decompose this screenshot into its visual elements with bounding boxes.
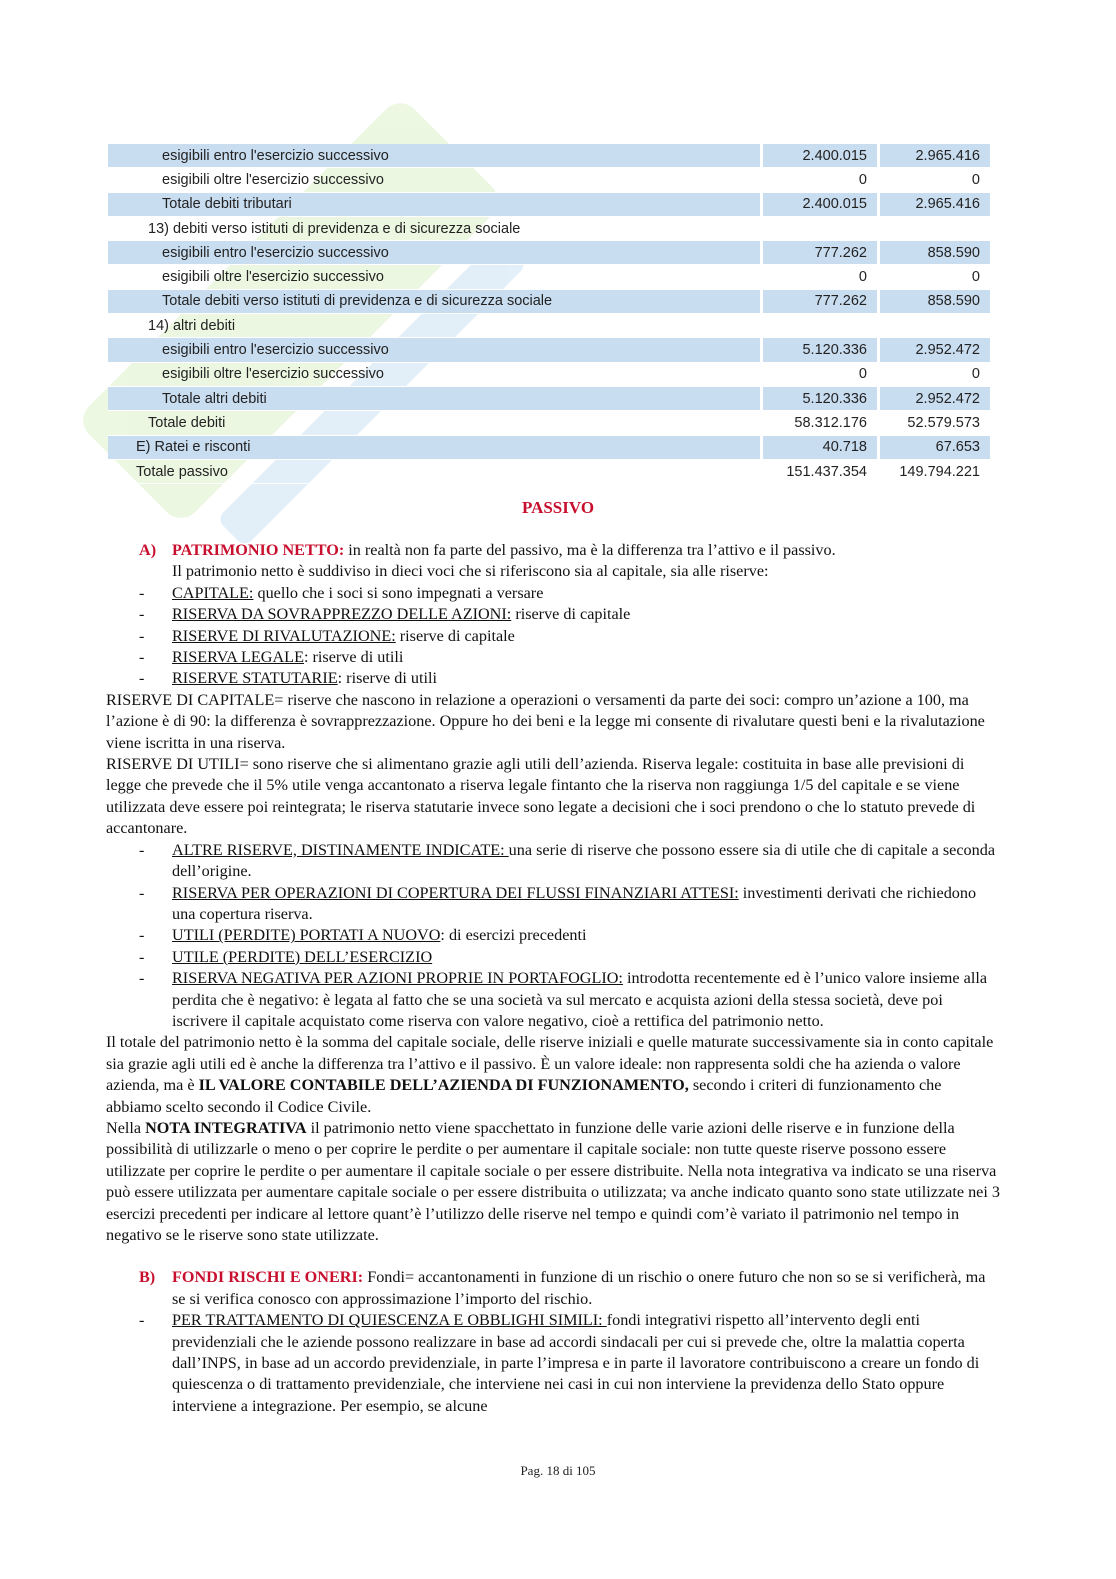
section-marker: A) [139,541,157,559]
page-number: Pag. 18 di 105 [520,1463,596,1478]
table-row [108,314,990,338]
list-item-term: ALTRE RISERVE, DISTINAMENTE INDICATE: [172,840,509,859]
section-text: in realtà non fa parte del passivo, ma è la differenza tra l’attivo e il passivo. [344,541,836,559]
section-title: PATRIMONIO NETTO: [172,541,345,559]
row-label: esigibili entro l'esercizio successivo [108,241,760,264]
row-label: esigibili oltre l'esercizio successivo [162,366,384,383]
paragraph: Il patrimonio netto è suddiviso in dieci voci che si riferiscono sia al capitale, sia alle riserve: [172,562,769,581]
row-label: esigibili entro l'esercizio successivo [108,338,760,361]
paragraph: RISERVE DI UTILI= sono riserve che si alimentano grazie agli utili dell’azienda. Riserva legale: costituita in base alle previsioni di legge che prevede che il 5% utile venga accantonato a riserva legale fintanto che la riserva non raggiunga 1/5 del capitale e se viene utilizzata deve essere poi reintegrata; le riserva statutarie invece sono legate a decisioni che i soci prendono o che lo statuto prevede di accantonare. [106,755,976,838]
section-title: FONDI RISCHI E ONERI: [172,1268,364,1287]
document-body [106,540,1001,1417]
list-item: - RISERVA NEGATIVA PER AZIONI PROPRIE IN PORTAFOGLIO: introdotta recentemente ed è l’unico valore insieme alla perdita che è negativo: è legata al fatto che se una società va sul mercato e acquista azioni della stessa società, deve poi iscrivere il capitale acquistato come riserva con valore negativo, cioè a rettifica del patrimonio netto. [139,969,987,1030]
section-heading: PASSIVO [521,498,595,517]
section-b [106,1267,1001,1310]
row-value-current: 0 [858,366,867,383]
table-row [108,338,990,362]
row-value-previous: 67.653 [880,436,990,459]
list-item-term: UTILE (PERDITE) DELL’ESERCIZIO [172,947,433,966]
financial-table [108,144,990,484]
section-text: Fondi= accantonamenti in funzione di un rischio o onere futuro che non so se si verificherà, ma se si verifica conosco con approssimazione l’importo del rischio. [172,1268,986,1308]
table-row [108,363,990,387]
row-value-previous: 2.965.416 [880,193,990,216]
list-item-text: : di esercizi precedenti [440,926,587,945]
list-item-term: RISERVA PER OPERAZIONI DI COPERTURA DEI FLUSSI FINANZIARI ATTESI: [172,883,739,902]
row-value-previous: 0 [971,171,980,188]
table-row [108,387,990,411]
row-label: 14) altri debiti [148,317,236,334]
row-value-previous: 858.590 [880,241,990,264]
list-item: - ALTRE RISERVE, DISTINAMENTE INDICATE: una serie di riserve che possono essere sia di utile che di capitale a seconda dell’origine. [139,840,996,881]
row-value-previous: 2.965.416 [880,144,990,167]
list-item-text: : riserve di utili [337,669,437,688]
table-row [108,217,990,241]
row-value-previous: 0 [971,269,980,286]
row-value-previous [880,314,990,337]
row-value-current: 151.437.354 [786,463,867,480]
table-row [108,193,990,217]
bold-phrase: IL VALORE CONTABILE DELL’AZIENDA DI FUNZIONAMENTO, [198,1076,689,1095]
paragraph: Nella NOTA INTEGRATIVA il patrimonio netto viene spacchettato in funzione delle varie azioni delle riserve e in funzione della possibilità di utilizzarle o meno o per coprire le perdite o per aumentare il capitale sociale: non tutte queste riserve possono essere utilizzate per coprire le perdite o per aumentare il capitale sociale o per essere distribuite. Nella nota integrativa va indicato se una riserva può essere utilizzata per aumentare capitale sociale o per essere distribuita o utilizzata; va anche indicato quanto sono state utilizzate nei 3 esercizi precedenti per indicare al lettore quant’è l’utilizzo delle riserve nel tempo e quindi com’è variato il patrimonio nel tempo in negativo se le riserve sono state utilizzate. [106,1118,1000,1244]
row-label: Totale debiti [148,414,226,431]
table-row [108,241,990,265]
table-row [108,168,990,192]
list-item-term: CAPITALE: [172,583,254,602]
row-value-current: 0 [858,171,867,188]
row-value-previous: 2.952.472 [880,338,990,361]
list-item-term: RISERVA LEGALE [172,648,304,667]
list-item: - RISERVA PER OPERAZIONI DI COPERTURA DEI FLUSSI FINANZIARI ATTESI: investimenti derivati che richiedono una copertura riserva. [139,883,977,923]
list-item: - RISERVA LEGALE: riserve di utili [139,648,404,667]
row-label: Totale debiti verso istituti di previdenza e di sicurezza sociale [108,290,760,313]
row-value-current: 2.400.015 [763,144,877,167]
row-value-previous: 52.579.573 [907,414,980,431]
list-item-text: una serie di riserve che possono essere sia di utile che di capitale a seconda dell’origine. [172,840,996,881]
row-label: Totale debiti tributari [108,193,760,216]
row-value-current: 58.312.176 [794,414,867,431]
table-row [108,436,990,460]
list-item-term: RISERVA DA SOVRAPPREZZO DELLE AZIONI: [172,605,512,624]
row-label: E) Ratei e risconti [108,436,760,459]
table-row [108,460,990,484]
list-item-text: riserve di capitale [395,626,515,645]
bold-phrase: NOTA INTEGRATIVA [145,1118,307,1137]
list-item-term: PER TRATTAMENTO DI QUIESCENZA E OBBLIGHI SIMILI: [172,1311,607,1330]
row-label: Totale passivo [136,463,228,480]
list-item-term: RISERVA NEGATIVA PER AZIONI PROPRIE IN PORTAFOGLIO: [172,969,623,988]
table-row [108,411,990,435]
row-value-current: 777.262 [763,290,877,313]
list-item-text: : riserve di utili [303,648,404,667]
row-value-previous: 149.794.221 [899,463,980,480]
list-item: - UTILI (PERDITE) PORTATI A NUOVO: di esercizi precedenti [139,926,587,945]
row-label: esigibili oltre l'esercizio successivo [162,171,384,188]
table-row [108,265,990,289]
list-item: - RISERVE DI RIVALUTAZIONE: riserve di capitale [139,626,515,645]
section-a [106,540,1001,561]
row-value-current [763,217,877,240]
row-value-previous [880,217,990,240]
list-item: - CAPITALE: quello che i soci si sono impegnati a versare [139,583,544,602]
row-value-current [763,314,877,337]
row-value-current: 5.120.336 [763,387,877,410]
row-value-previous: 2.952.472 [880,387,990,410]
table-row [108,290,990,314]
list-item-term: RISERVE STATUTARIE [172,669,338,688]
row-label: 13) debiti verso istituti di previdenza e di sicurezza sociale [148,220,521,237]
list-item-text: investimenti derivati che richiedono una copertura riserva. [172,883,977,923]
row-value-previous: 858.590 [880,290,990,313]
list-item-text: quello che i soci si sono impegnati a versare [253,583,544,602]
row-value-current: 777.262 [763,241,877,264]
list-item: - RISERVE STATUTARIE: riserve di utili [139,669,437,688]
table-row [108,144,990,168]
list-item-text: fondi integrativi rispetto all’intervento degli enti previdenziali che le aziende possono realizzare in base ad accordi sindacali per cui si prevede che, oltre la malattia coperta dall’INPS, in base ad un accordo previdenziale, in parte l’impresa e in parte il lavoratore contribuiscono a creare un fondo di quiescenza o di trattamento previdenziale, che interviene nei casi in cui non interviene la previdenza dello Stato oppure interviene a integrazione. Per esempio, se alcune [172,1311,980,1415]
list-item: - PER TRATTAMENTO DI QUIESCENZA E OBBLIGHI SIMILI: fondi integrativi rispetto all’intervento degli enti previdenziali che le aziende possono realizzare in base ad accordi sindacali per cui si prevede che, oltre la malattia coperta dall’INPS, in base ad un accordo previdenziale, in parte l’impresa e in parte il lavoratore contribuiscono a creare un fondo di quiescenza o di trattamento previdenziale, che interviene nei casi in cui non interviene la previdenza dello Stato oppure interviene a integrazione. Per esempio, se alcune [139,1311,980,1415]
paragraph: RISERVE DI CAPITALE= riserve che nascono in relazione a operazioni o versamenti da parte dei soci: compro un’azione a 100, ma l’azione è di 90: la differenza è sovrapprezzazione. Oppure ho dei beni e la legge mi consente di rivalutare questi beni e la rivalutazione viene iscritta in una riserva. [106,690,985,752]
row-label: esigibili entro l'esercizio successivo [108,144,760,167]
row-label: esigibili oltre l'esercizio successivo [162,269,384,286]
row-value-current: 2.400.015 [763,193,877,216]
list-item-text: introdotta recentemente ed è l’unico valore insieme alla perdita che è negativo: è legata al fatto che se una società va sul mercato e acquista azioni della stessa società, deve poi iscrivere il capitale acquistato come riserva con valore negativo, cioè a rettifica del patrimonio netto. [172,969,987,1030]
section-marker: B) [139,1268,156,1287]
row-value-current: 5.120.336 [763,338,877,361]
list-item: - UTILE (PERDITE) DELL’ESERCIZIO [139,947,433,966]
row-value-current: 0 [858,269,867,286]
list-item: - RISERVA DA SOVRAPPREZZO DELLE AZIONI: riserve di capitale [139,605,631,624]
list-item-term: RISERVE DI RIVALUTAZIONE: [172,626,396,645]
row-value-previous: 0 [971,366,980,383]
row-label: Totale altri debiti [108,387,760,410]
list-item-text: riserve di capitale [511,605,631,624]
row-value-current: 40.718 [763,436,877,459]
paragraph: Il totale del patrimonio netto è la somma del capitale sociale, delle riserve iniziali e quelle maturate successivamente sia in conto capitale sia grazie agli utili ed è anche la differenza tra l’attivo e il passivo. È un valore ideale: non rappresenta soldi che ha azienda o valore azienda, ma è IL VALORE CONTABILE DELL’AZIENDA DI FUNZIONAMENTO, secondo i criteri di funzionamento che abbiamo scelto secondo il Codice Civile. [106,1033,994,1116]
list-item-term: UTILI (PERDITE) PORTATI A NUOVO [172,926,441,945]
